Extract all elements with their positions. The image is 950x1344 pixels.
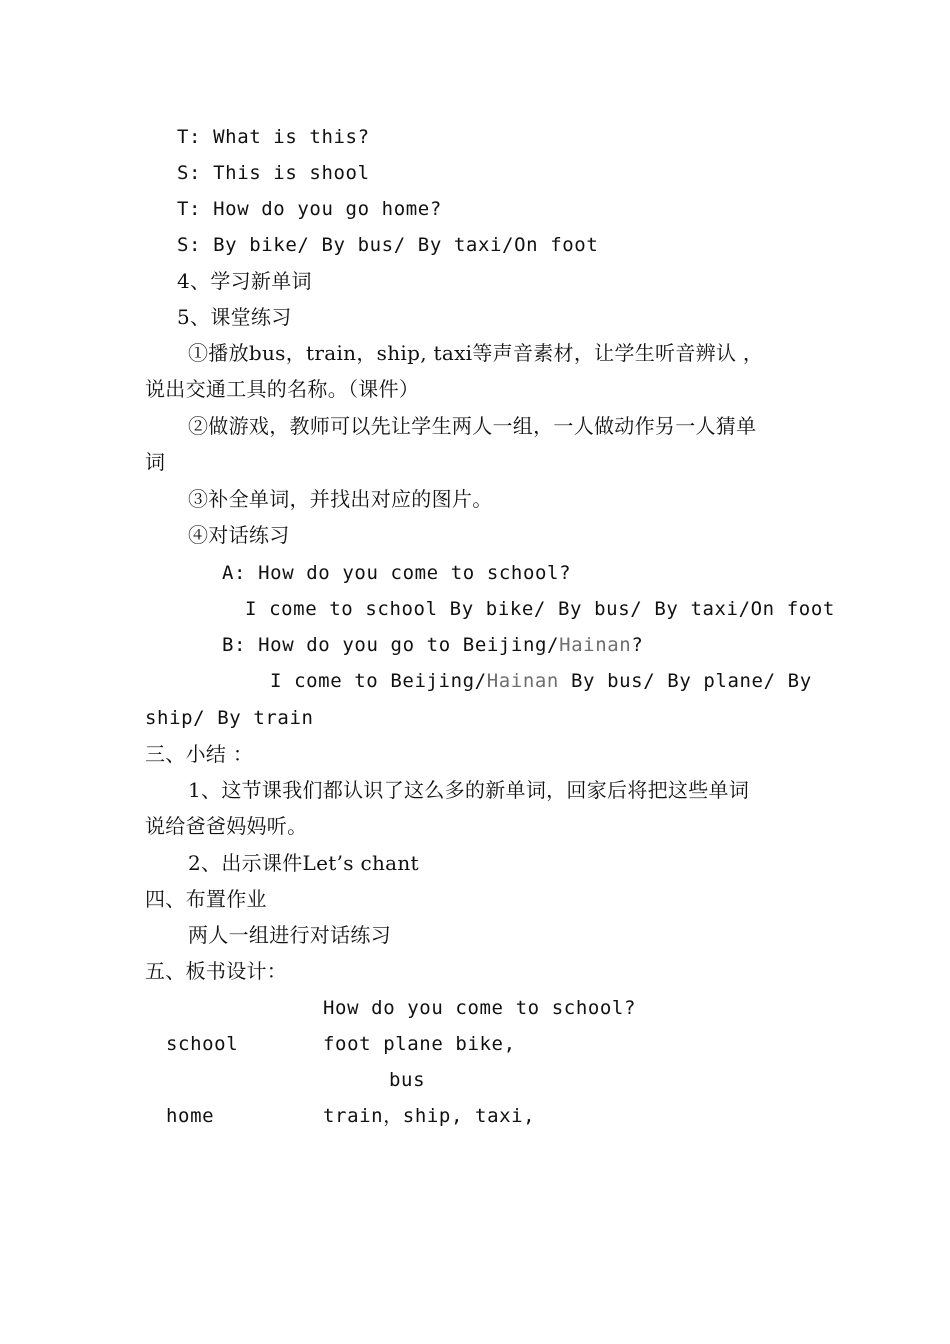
- dialogue-line: T: How do you go home?: [177, 198, 442, 220]
- practice-item-2-cont: 词: [145, 450, 166, 474]
- practice-item-1-cont: 说出交通工具的名称。（课件）: [145, 377, 420, 401]
- practice-item-3: ③补全单词，并找出对应的图片。: [188, 487, 493, 511]
- summary-heading: 三、小结 ：: [145, 742, 254, 766]
- board-heading: 五、板书设计：: [145, 959, 288, 983]
- board-words-row-1: foot plane bike,: [323, 1033, 516, 1055]
- dialog-b-answer: [270, 668, 812, 694]
- dialog-b-question-mark: ?: [631, 634, 644, 656]
- step-4-heading: 4、学习新单词: [177, 269, 312, 293]
- practice-item-4: ④对话练习: [188, 523, 290, 547]
- dialog-b-question: [222, 632, 643, 658]
- homework-text: 两人一组进行对话练习: [188, 923, 391, 947]
- hainan-word: Hainan: [486, 670, 559, 692]
- dialog-a-question: A: How do you come to school?: [222, 562, 572, 584]
- summary-item-2: 2、出示课件Let’s chant: [188, 851, 419, 875]
- board-left-home: home: [166, 1105, 215, 1127]
- dialog-b-answer-cont: ship/ By train: [145, 707, 314, 729]
- practice-item-1: ①播放bus，train，ship, taxi等声音素材，让学生听音辨认 ，: [188, 341, 764, 365]
- summary-item-1: 1、这节课我们都认识了这么多的新单词，回家后将把这些单词: [188, 778, 750, 802]
- board-title: How do you come to school?: [323, 997, 637, 1019]
- board-words-row-2: bus: [389, 1069, 426, 1091]
- hainan-word: Hainan: [559, 634, 632, 656]
- board-left-school: school: [166, 1033, 239, 1055]
- dialogue-line: S: This is shool: [177, 162, 370, 184]
- summary-item-1-cont: 说给爸爸妈妈听。: [145, 814, 308, 838]
- dialog-a-answer: I come to school By bike/ By bus/ By taxi/On foot: [245, 598, 835, 620]
- dialog-b-answer-rest: By bus/ By plane/ By: [558, 670, 812, 692]
- dialogue-line: S: By bike/ By bus/ By taxi/On foot: [177, 234, 599, 256]
- practice-item-2: ②做游戏，教师可以先让学生两人一组，一人做动作另一人猜单: [188, 414, 757, 438]
- step-5-heading: 5、课堂练习: [177, 305, 292, 329]
- dialog-b-answer-text: I come to Beijing/: [270, 670, 487, 692]
- dialogue-line: T: What is this?: [177, 126, 370, 148]
- dialog-b-question-text: B: How do you go to Beijing/: [222, 634, 560, 656]
- homework-heading: 四、布置作业: [145, 887, 267, 911]
- board-words-row-3: train，ship, taxi,: [323, 1105, 536, 1127]
